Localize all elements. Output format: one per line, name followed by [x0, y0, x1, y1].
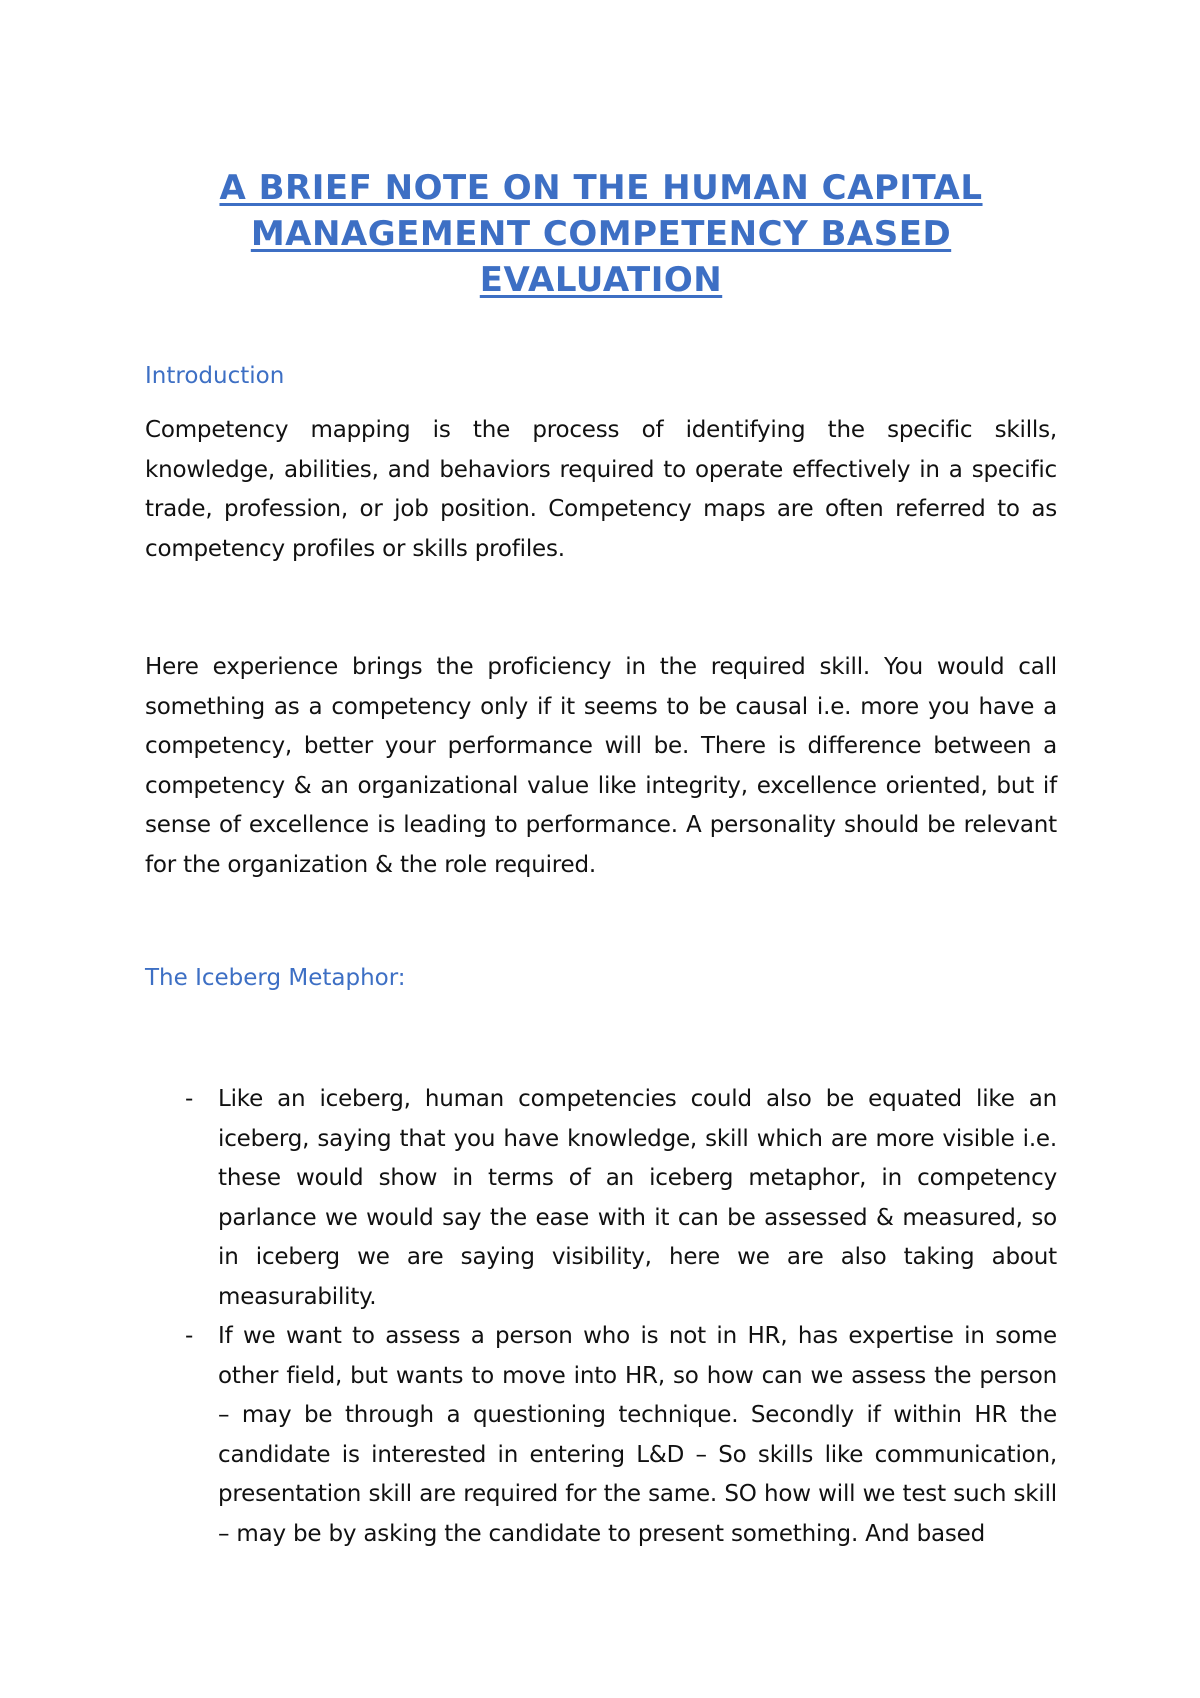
bullet-text: If we want to assess a person who is not in HR, has expertise in some other field, but wants to move into HR, so how can we assess the person – may be through a questioning technique. Secondly if within HR the candidate is interested in entering L&D – So skills like communication, presentation skill are required for the same. SO how will we test such skill – may be by asking the candidate to present something. And based [218, 1323, 1057, 1547]
section-heading-introduction: Introduction [145, 363, 285, 389]
bullet-dash: - [185, 1086, 194, 1112]
section-heading-iceberg-metaphor: The Iceberg Metaphor: [145, 965, 406, 991]
bullet-dash: - [185, 1323, 194, 1349]
paragraph-competency-mapping: Competency mapping is the process of identifying the specific skills, knowledge, abilities, and behaviors required to operate effectively in a specific trade, profession, or job position. Competency maps are often referred to as competency profiles or skills profiles. [145, 417, 1057, 562]
bullet-text: Like an iceberg, human competencies could also be equated like an iceberg, saying that you have knowledge, skill which are more visible i.e. these would show in terms of an iceberg metaphor, in competency parlance we would say the ease with it can be assessed & measured, so in iceberg we are saying visibility, here we are also taking about measurability. [218, 1086, 1057, 1310]
document-page [145, 165, 1057, 1554]
document-title: A BRIEF NOTE ON THE HUMAN CAPITAL MANAGEMENT COMPETENCY BASED EVALUATION [219, 168, 983, 300]
list-item [145, 1317, 1057, 1554]
paragraph-experience: Here experience brings the proficiency in the required skill. You would call something as a competency only if it seems to be causal i.e. more you have a competency, better your performance will be. There is difference between a competency & an organizational value like integrity, excellence oriented, but if sense of excellence is leading to performance. A personality should be relevant for the organization & the role required. [145, 654, 1057, 878]
iceberg-bullet-list [145, 1080, 1057, 1554]
list-item [145, 1080, 1057, 1317]
